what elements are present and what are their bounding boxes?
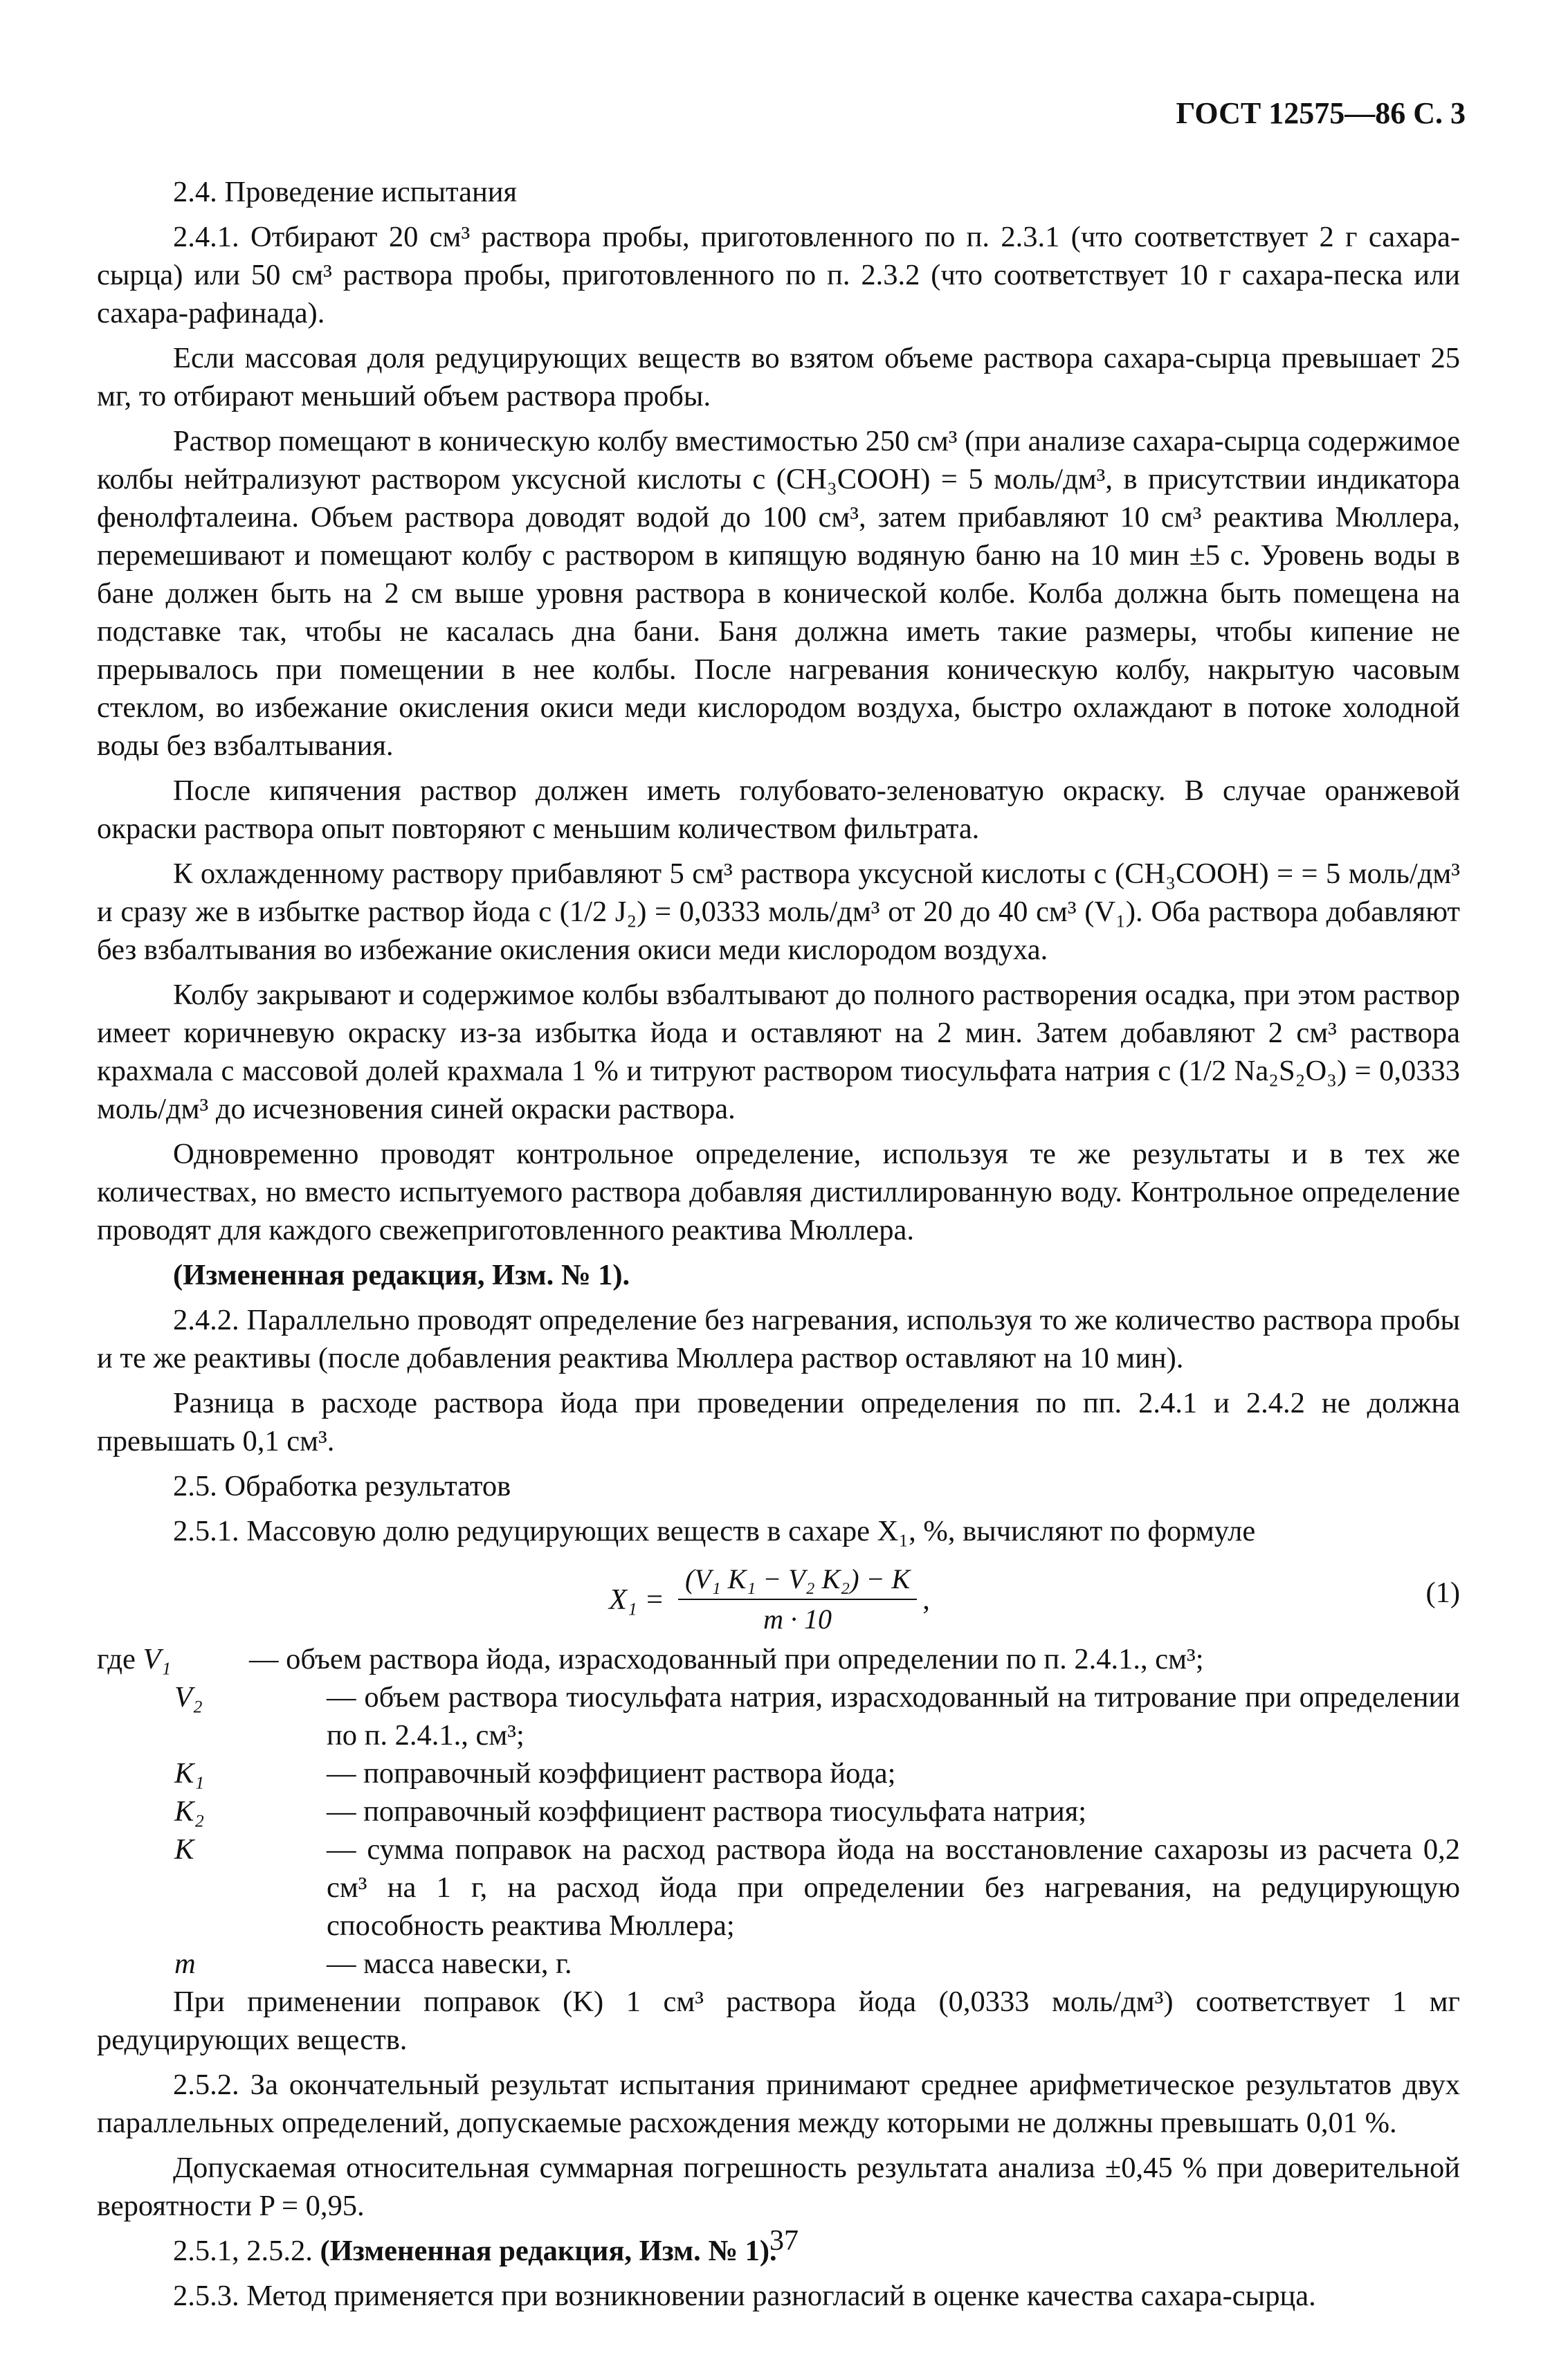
paragraph: При применении поправок (K) 1 см³ раствора йода (0,0333 моль/дм³) соответствует 1 мг редуцирующих веществ. xyxy=(97,1986,1460,2056)
paragraph: После кипячения раствор должен иметь голубовато-зеленоватую окраску. В случае оранжевой окраски раствора опыт повторяют с меньшим количеством фильтрата. xyxy=(97,774,1460,845)
amendment-note: (Измененная редакция, Изм. № 1). xyxy=(173,1259,630,1291)
where-word: где xyxy=(97,1643,136,1675)
amendment-ref: 2.5.1, 2.5.2. xyxy=(173,2235,313,2267)
definition-row xyxy=(97,1640,1460,1678)
definition-text: — поправочный коэффициент раствора йода; xyxy=(327,1757,896,1790)
document-body xyxy=(97,173,1460,2322)
paragraph: Если массовая доля редуцирующих веществ во взятом объеме раствора сахара-сырца превышает 25 мг, то отбирают меньший объем раствора пробы. xyxy=(97,342,1460,412)
section-heading-2-5: 2.5. Обработка результатов xyxy=(173,1470,511,1502)
section-heading-2-4 xyxy=(97,173,1460,211)
formula-lhs: X₁ = xyxy=(609,1583,665,1616)
definition-symbol: K₁ xyxy=(174,1757,205,1790)
definition-row xyxy=(97,1678,1460,1754)
paragraph: Допускаемая относительная суммарная погрешность результата анализа ±0,45 % при доверительной вероятности P = 0,95. xyxy=(97,2152,1460,2222)
section-title-2-4: 2.4. Проведение испытания xyxy=(173,176,518,208)
definition-text: — объем раствора йода, израсходованный при определении по п. 2.4.1., см³; xyxy=(249,1643,1204,1675)
formula-comma: , xyxy=(922,1583,930,1616)
paragraph: 2.5.2. За окончательный результат испытания принимают среднее арифметическое результатов двух параллельных определений, допускаемые расхождения между которыми не должны превышать 0,01 %. xyxy=(97,2069,1460,2139)
definition-text: — поправочный коэффициент раствора тиосульфата натрия; xyxy=(327,1795,1087,1828)
definition-text: — сумма поправок на расход раствора йода на восстановление сахарозы из расчета 0,2 см³ на 1 г, на расход йода при определении без нагревания, на редуцирующую способность реактива Мюллера; xyxy=(327,1833,1460,1942)
paragraph: Одновременно проводят контрольное определение, используя те же результаты и в тех же количествах, но вместо испытуемого раствора добавляя дистиллированную воду. Контрольное определение проводят для каждого свежеприготовленного реактива Мюллера. xyxy=(97,1138,1460,1246)
formula-expression xyxy=(609,1563,930,1636)
paragraph: Раствор помещают в коническую колбу вместимостью 250 см³ (при анализе сахара-сырца содержимое колбы нейтрализуют раствором уксусной кислоты с (CH₃COOH) = 5 моль/дм³, в присутствии индикатора фенолфталеина. Объем раствора доводят водой до 100 см³, затем прибавляют 10 см³ реактива Мюллера, перемешивают и помещают колбу с раствором в кипящую водяную баню на 10 мин ±5 с. Уровень воды в бане должен быть на 2 см выше уровня раствора в конической колбе. Колба должна быть помещена на подставке так, чтобы не касалась дна бани. Баня должна иметь такие размеры, чтобы кипение не прерывалось при помещении в нее колбы. После нагревания коническую колбу, накрытую часовым стеклом, во избежание окисления окиси меди кислородом воздуха, быстро охлаждают в потоке холодной воды без взбалтывания. xyxy=(97,425,1460,762)
paragraph: 2.5.3. Метод применяется при возникновении разногласий в оценке качества сахара-сырца. xyxy=(173,2280,1316,2312)
definition-row xyxy=(97,1945,1460,1983)
paragraph: К охлажденному раствору прибавляют 5 см³ раствора уксусной кислоты с (CH₃COOH) = = 5 моль/дм³ и сразу же в избытке раствор йода с (1/2 J₂) = 0,0333 моль/дм³ от 20 до 40 см³ (V₁). Оба раствора добавляют без взбалтывания во избежание окисления окиси меди кислородом воздуха. xyxy=(97,857,1460,966)
definition-symbol: m xyxy=(174,1947,196,1980)
paragraph: 2.4.1. Отбирают 20 см³ раствора пробы, приготовленного по п. 2.3.1 (что соответствует 2 г сахара-сырца) или 50 см³ раствора пробы, приготовленного по п. 2.3.2 (что соответствует 10 г сахара-песка или сахара-рафинада). xyxy=(97,221,1460,329)
definition-row xyxy=(97,1831,1460,1945)
paragraph: Колбу закрывают и содержимое колбы взбалтывают до полного растворения осадка, при этом раствор имеет коричневую окраску из-за избытка йода и оставляют на 2 мин. Затем добавляют 2 см³ раствора крахмала с массовой долей крахмала 1 % и титруют раствором тиосульфата натрия с (1/2 Na₂S₂O₃) = 0,0333 моль/дм³ до исчезновения синей окраски раствора. xyxy=(97,979,1460,1125)
paragraph: 2.4.2. Параллельно проводят определение без нагревания, используя то же количество раствора пробы и те же реактивы (после добавления реактива Мюллера раствор оставляют на 10 мин). xyxy=(97,1304,1460,1374)
page-header: ГОСТ 12575—86 С. 3 xyxy=(1176,96,1466,130)
paragraph: 2.5.1. Массовую долю редуцирующих веществ в сахаре X₁, %, вычисляют по формуле xyxy=(173,1515,1256,1547)
formula-number: (1) xyxy=(1425,1577,1460,1609)
definition-symbol: K₂ xyxy=(174,1795,205,1828)
definition-row xyxy=(97,1792,1460,1831)
page-number: 37 xyxy=(769,2225,799,2257)
formula-numerator: (V₁ K₁ − V₂ K₂) − K xyxy=(678,1563,917,1600)
definition-text: — масса навески, г. xyxy=(327,1947,572,1980)
paragraph: Разница в расходе раствора йода при проведении определения по пп. 2.4.1 и 2.4.2 не должна превышать 0,1 см³. xyxy=(97,1387,1460,1457)
definition-row xyxy=(97,1754,1460,1792)
definition-symbol: где V₁ xyxy=(97,1643,172,1675)
definition-text: — объем раствора тиосульфата натрия, израсходованный на титрование при определении по п. 2.4.1., см³; xyxy=(327,1681,1460,1752)
definition-symbol: V₂ xyxy=(174,1681,203,1714)
definition-symbol: K xyxy=(174,1833,194,1866)
variable-definitions xyxy=(97,1640,1460,1983)
formula-denominator: m · 10 xyxy=(763,1604,832,1635)
formula-fraction xyxy=(678,1563,917,1636)
formula-1 xyxy=(97,1557,1460,1640)
amendment-text: (Измененная редакция, Изм. № 1). xyxy=(320,2235,777,2267)
